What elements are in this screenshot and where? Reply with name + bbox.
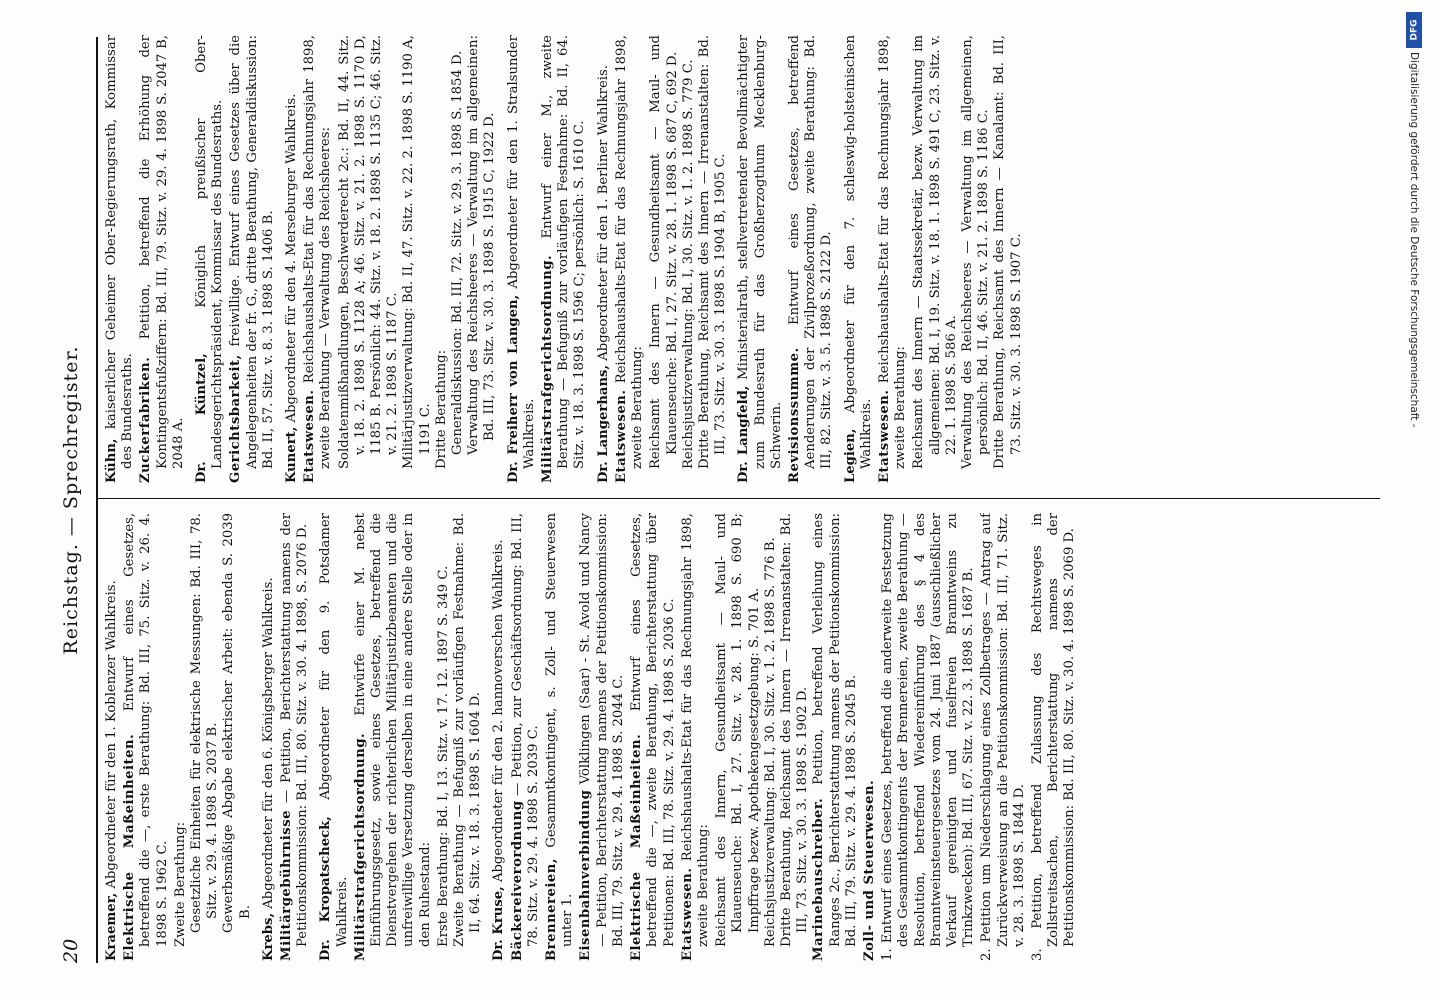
subject-heading: Bäckereiverordnung: [509, 800, 525, 961]
subject-heading: Etatswesen.: [613, 389, 629, 483]
register-subentry: [763, 513, 779, 961]
register-subentry: [450, 35, 466, 483]
subject-entry: [979, 513, 1028, 961]
subject-heading: Brennereien,: [544, 858, 560, 961]
speaker-name: Dr. Küntzel,: [194, 353, 210, 483]
register-subentry: [714, 513, 763, 961]
subject-heading: Etatswesen.: [302, 389, 318, 483]
entry-text: Abgeordneter für den 7. schleswig-holsteinischen Wahlkreis.: [842, 35, 874, 469]
subject-heading: Etatswesen.: [876, 389, 892, 483]
speaker-name: Dr. Kruse,: [491, 886, 507, 961]
subentry-text: Reichsamt des Innern, Gesundheitsamt — Maul- und Klauenseuche: Bd. I, 27. Sitz. v. 28. 1. 1898 S. 690 B; Impffrage bezw. Apothekengesetzgebung: S. 701 A.: [714, 513, 762, 947]
subentry-text: Dritte Berathung:: [433, 349, 449, 469]
subject-heading: Militärstrafgerichtsordnung.: [352, 732, 368, 961]
subentry-text: Soldatenmißhandlungen, Beschwerderecht 2c.: Bd. II, 44. Sitz. v. 18. 2. 1898 S. 1128 A; 46. Sitz. v. 21. 2. 1898 S. 1170 D, 1185 B. Persönlich: 44. Sitz. v. 18. 2. 1898 S. 1135 C; 46. Sitz. v. 21. 2. 1898 S. 1187 C.: [336, 35, 401, 469]
subentry-text: Militärjustizverwaltung: Bd. II, 47. Sitz. v. 22. 2. 1898 S. 1190 A, 1191 C.: [401, 35, 433, 469]
speaker-entry: [596, 35, 612, 483]
register-subentry: [434, 35, 450, 483]
speaker-entry: [491, 513, 507, 961]
subject-entry: [353, 513, 434, 961]
subentry-text: Dritte Berathung, Reichsamt des Innern — Irrenanstalten: Bd. III, 73. Sitz. v. 30. 3. 1898 S. 1902 D.: [778, 513, 811, 947]
subentry-text: Verwaltung des Reichsheeres — Verwaltung im allgemeinen: Bd. III, 73. Sitz. v. 30. 3. 1898 S. 1915 C, 1922 D.: [466, 35, 498, 455]
speaker-entry: [261, 513, 277, 961]
register-subentry: [648, 35, 680, 483]
subject-heading: Elektrische Maßeinheiten.: [122, 733, 138, 961]
register-subentry: [337, 35, 402, 483]
entry-text: Reichshaushalts-Etat für das Rechnungsjahr 1898, zweite Berathung:: [876, 35, 909, 469]
subject-entry: [138, 35, 187, 483]
entry-text: 3. Petition, betreffend Zulassung des Rechtsweges in Zollstreitsachen, Berichterstattung namens der Petitionskommission: Bd. III, 80. Sitz. v. 30. 4. 1898 S. 2069 D.: [1029, 513, 1078, 961]
speaker-name: Dr. Freiherr von Langen,: [505, 294, 521, 483]
speaker-name: Kunert,: [284, 426, 300, 483]
subentry-text: Verwaltung des Reichsheeres — Verwaltung im allgemeinen, persönlich: Bd. II, 46. Sitz. v. 21. 2. 1898 S. 1186 C.: [959, 35, 992, 469]
speaker-name: Legien,: [842, 428, 858, 483]
speaker-entry: [194, 35, 226, 483]
entry-text: freiwillige. Entwurf eines Gesetzes über die Angelegenheiten der fr. G., dritte Berathung, Generaldiskussion: Bd. II, 57. Sitz. v. 8. 3. 1898 S. 1406 B.: [228, 35, 276, 469]
running-title: Reichstag. — Sprechregister.: [60, 345, 82, 655]
subject-heading: Marinebauschreiber.: [811, 797, 827, 961]
subject-entry: [510, 513, 542, 961]
entry-text: 1. Entwurf eines Gesetzes, betreffend die anderweite Festsetzung des Gesammtkontingents der Brennereien, zweite Berathung — Resolution, betreffend Wiedereinführung des § 4 des Branntweinsteuergesetzes vom 24. Juni 1887 (ausschließlicher Verkauf gereinigten und fuselfreien Branntweins zu Trinkzwecken): Bd. III, 67. Sitz. v. 22. 3. 1898 S. 1687 B.: [880, 513, 977, 961]
register-subentry: [697, 35, 729, 483]
speaker-name: Dr. Kropatscheck,: [318, 816, 334, 961]
entry-text: 2. Petition um Niederschlagung eines Zollbetrages — Antrag auf Zurückverweisung an die Petitionskommission: Bd. III, 71. Sitz. v. 28. 3. 1898 S. 1844 D.: [979, 513, 1027, 961]
subject-heading: Zoll- und Steuerwesen.: [861, 779, 877, 961]
subject-heading: Militärstrafgerichtsordnung.: [540, 254, 556, 483]
register-subentry: [189, 513, 221, 961]
speaker-entry: [104, 35, 136, 483]
subject-entry: [1030, 513, 1079, 961]
rotated-register-page: [60, 17, 1400, 983]
entry-text: Völklingen (Saar) - St. Avold und Nancy — Petition, Berichterstattung namens der Petitionskommission: Bd. III, 79. Sitz. v. 29. 4. 1898 S. 2044 C.: [578, 513, 626, 947]
register-subentry: [452, 513, 484, 961]
register-subentry: [466, 35, 498, 483]
header-rule: [96, 37, 98, 963]
register-subentry: [401, 35, 433, 483]
subject-heading: Elektrische Maßeinheiten.: [629, 733, 645, 961]
column-divider: [98, 498, 1380, 499]
speaker-name: Dr. Langfeld,: [736, 385, 752, 483]
register-subentry: [173, 513, 189, 961]
entry-text: — Petition, zur Geschäftsordnung: Bd. III, 78. Sitz. v. 29. 4. 1898 S. 2039 C.: [509, 513, 541, 947]
subject-entry: [578, 513, 627, 961]
subentry-text: Reichsamt des Innern — Gesundheitsamt — Maul- und Klauenseuche: Bd. I, 27. Sitz. v. 28. 1. 1898 S. 687 C, 692 D.: [648, 35, 680, 469]
entry-text: Entwurf eines Gesetzes, betreffend die —, zweite Berathung, Berichterstattung über Petitionen: Bd. III, 78. Sitz. v. 29. 4. 1898 S. 2036 C.: [629, 513, 677, 947]
subject-heading: Eisenbahnverbindung: [578, 789, 594, 961]
register-subentry: [221, 513, 253, 961]
subject-heading: Revisionssumme.: [786, 347, 802, 483]
entry-text: Entwurf eines Gesetzes, betreffend die —, erste Berathung: Bd. III, 75. Sitz. v. 26. 4. 1898 S. 1962 C.: [122, 513, 170, 947]
subject-entry: [544, 513, 576, 961]
register-subentry: [436, 513, 452, 961]
speaker-entry: [506, 35, 538, 483]
subject-entry: [680, 513, 712, 961]
entry-text: Abgeordneter für den 1. Berliner Wahlkreis.: [595, 65, 611, 361]
entry-text: Abgeordneter für den 9. Potsdamer Wahlkreis.: [318, 513, 350, 947]
entry-text: kaiserlicher Geheimer Ober-Regierungsrath, Kommissar des Bundesraths.: [104, 35, 136, 469]
subentry-text: Erste Berathung: Bd. I, 13. Sitz. v. 17. 12. 1897 S. 349 C.: [435, 565, 451, 947]
entry-text: Abgeordneter für den 1. Stralsunder Wahlkreis.: [505, 35, 537, 469]
subject-entry: [877, 35, 909, 483]
entry-text: Ministerialrath, stellvertretender Bevollmächtigter zum Bundesrath für das Großherzogthum Mecklenburg-Schwerin.: [736, 35, 784, 469]
entry-text: Entwurf eines Gesetzes, betreffend Aenderungen der Zivilprozeßordnung, zweite Berathung: Bd. III, 82. Sitz. v. 3. 5. 1898 S. 2122 D.: [786, 35, 835, 469]
subentry-text: Reichsamt des Innern — Staatssekretär, bezw. Verwaltung im allgemeinen: Bd. I, 19. Sitz. v. 18. 1. 1898 S. 491 C, 23. Sitz. v. 22. 1. 1898 S. 586 A.: [911, 35, 959, 469]
left-column: [104, 513, 1380, 961]
subentry-text: Dritte Berathung, Reichsamt des Innern — Irrenanstalten: Bd. III, 73. Sitz. v. 30. 3. 1898 S. 1904 B, 1905 C.: [696, 35, 729, 469]
speaker-entry: [318, 513, 350, 961]
entry-text: Königlich preußischer Ober-Landesgerichtspräsident, Kommissar des Bundesraths.: [194, 35, 226, 469]
subject-entry: [811, 513, 860, 961]
speaker-name: Dr. Langerhans,: [595, 364, 611, 483]
right-column: [104, 35, 1380, 483]
register-subentry: [960, 35, 992, 483]
digitization-credit: [1404, 8, 1424, 988]
speaker-entry: [843, 35, 875, 483]
entry-text: Petition, betreffend Verleihung eines Ranges 2c., Berichterstattung namens der Petitionskommission: Bd. III, 79. Sitz. v. 29. 4. 1898 S. 2045 B.: [811, 513, 859, 947]
page-number: 20: [60, 938, 82, 963]
credit-text: Digitalisierung gefördert durch die Deutsche Forschungsgemeinschaft -: [1408, 52, 1420, 428]
entry-text: Gesammtkontingent, s. Zoll- und Steuerwesen unter 1.: [544, 513, 576, 947]
subentry-text: Dritte Berathung, Reichsamt des Innern — Kanalamt: Bd. III, 73. Sitz. v. 30. 3. 1898 S. 1907 C.: [992, 35, 1024, 469]
register-subentry: [911, 35, 960, 483]
speaker-name: Kraemer,: [104, 892, 119, 961]
entry-text: Reichshaushalts-Etat für das Rechnungsjahr 1898, zweite Berathung:: [613, 35, 646, 469]
entry-text: Entwurf einer M., zweite Berathung — Befugniß zur vorläufigen Festnahme: Bd. II, 64. Sitz. v. 18. 3. 1898 S. 1596 C; persönlich: S. 1610 C.: [540, 35, 588, 469]
entry-text: Abgeordneter für den 2. hannoverschen Wahlkreis.: [491, 539, 507, 883]
subject-entry: [629, 513, 678, 961]
page-header: [60, 37, 90, 963]
subject-entry: [302, 35, 334, 483]
entry-text: Abgeordneter für den 1. Koblenzer Wahlkreis.: [104, 580, 119, 889]
subject-heading: Militärgebührnisse: [279, 809, 295, 961]
entry-text: — Petition, Berichterstattung namens der Petitionskommission: Bd. III, 80. Sitz. v. 30. 4. 1898, S. 2076 D.: [279, 513, 311, 947]
register-subentry: [992, 35, 1024, 483]
speaker-entry: [736, 35, 785, 483]
subentry-text: Reichsjustizverwaltung: Bd. I, 30. Sitz. v. 1. 2. 1898 S. 779 C.: [680, 59, 696, 469]
subject-entry: [279, 513, 311, 961]
speaker-name: Kühn,: [104, 438, 119, 483]
subject-heading: Zuckerfabriken.: [138, 356, 154, 483]
subject-heading: Gerichtsbarkeit,: [228, 354, 244, 483]
dfg-logo: DFG: [1406, 12, 1422, 48]
entry-text: Reichshaushalts-Etat für das Rechnungsjahr 1898, zweite Berathung — Verwaltung des Reichsheeres:: [302, 35, 334, 469]
subject-entry: [787, 35, 836, 483]
subentry-text: Reichsjustizverwaltung: Bd. I, 30. Sitz. v. 1. 2. 1898 S. 776 B.: [762, 537, 778, 947]
speaker-entry: [104, 513, 120, 961]
subject-entry: [862, 513, 878, 961]
register-subentry: [681, 35, 697, 483]
subject-entry: [880, 513, 977, 961]
subject-entry: [540, 35, 589, 483]
subentry-text: Zweite Berathung:: [172, 821, 188, 947]
entry-text: Petition, betreffend die Erhöhung der Kontingentsfußziffern: Bd. III, 79. Sitz. v. 29. 4. 1898 S. 2047 B, 2048 A.: [138, 35, 186, 469]
subentry-text: Generaldiskussion: Bd. III, 72. Sitz. v. 29. 3. 1898 S. 1854 D.: [450, 50, 466, 455]
subject-entry: [122, 513, 171, 961]
entry-text: Abgeordneter für den 4. Merseburger Wahlkreis.: [284, 93, 300, 423]
subentry-text: Zweite Berathung — Befugniß zur vorläufigen Festnahme: Bd. II, 64. Sitz. v. 18. 3. 1898 S. 1604 D.: [452, 513, 484, 947]
subject-entry: [614, 35, 646, 483]
speaker-name: Krebs,: [260, 912, 276, 961]
register-subentry: [779, 513, 811, 961]
subentry-text: Gesetzliche Einheiten für elektrische Messungen: Bd. III, 78. Sitz. v. 29. 4. 1898 S. 2037 B.: [189, 513, 221, 933]
entry-text: Abgeordneter für den 6. Königsberger Wahlkreis.: [260, 577, 276, 909]
speaker-entry: [284, 35, 300, 483]
subject-entry: [228, 35, 277, 483]
subentry-text: Gewerbsmäßige Abgabe elektrischer Arbeit: ebenda S. 2039 B.: [221, 513, 253, 933]
subject-heading: Etatswesen.: [679, 867, 695, 961]
entry-text: Reichshaushalts-Etat für das Rechnungsjahr 1898, zweite Berathung:: [679, 513, 711, 947]
entry-text: Entwürfe einer M. nebst Einführungsgesetz, sowie eines Gesetzes, betreffend die Dienstvergehen der richterlichen Militärjustizbeamten und die unfreiwillige Versetzung derselben in eine andere Stelle oder in den Ruhestand:: [352, 513, 433, 947]
